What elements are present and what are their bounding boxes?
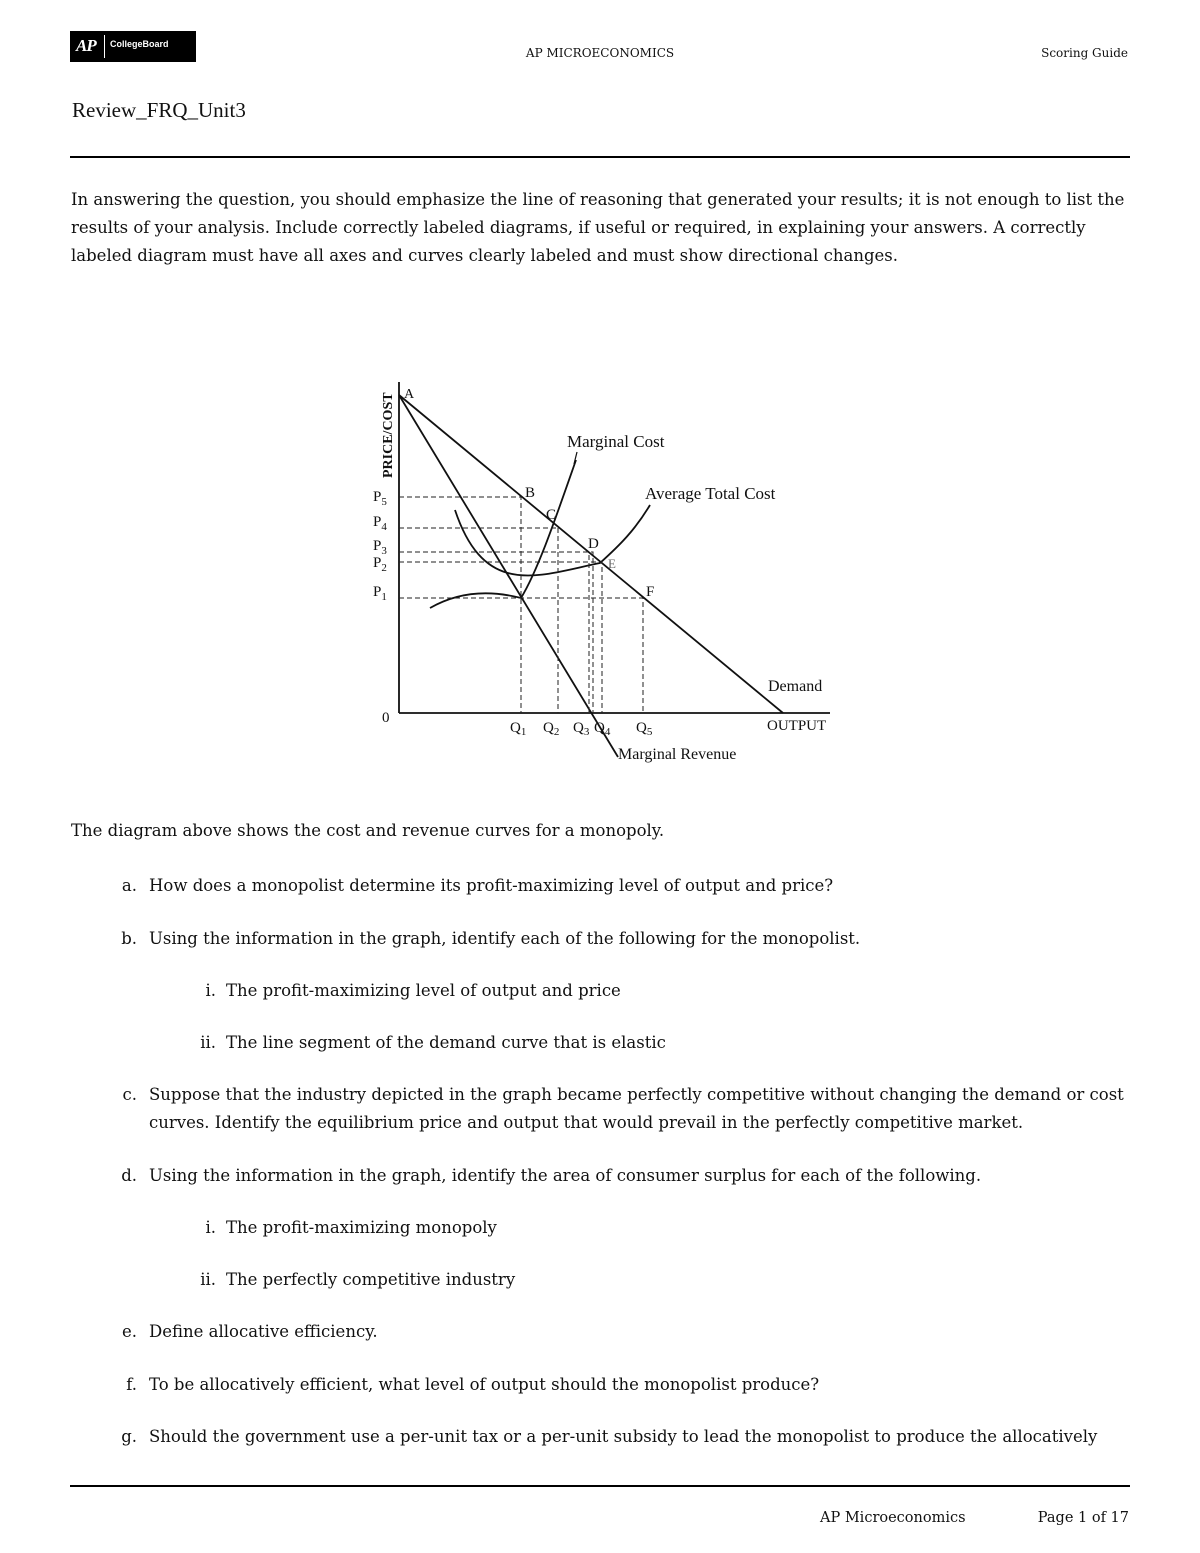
question-label: d. [121, 1166, 137, 1185]
p5-guide [399, 497, 521, 713]
question-text: How does a monopolist determine its profit-maximizing level of output and price? [149, 876, 834, 895]
point-d-label: D [588, 536, 599, 552]
y-axis-label: PRICE/COST [381, 392, 396, 478]
footer-course: AP Microeconomics [820, 1510, 966, 1526]
price-label-p2: $P_2$ [373, 555, 387, 574]
subquestion-text: The perfectly competitive industry [226, 1270, 516, 1289]
quantity-label-q5: $Q_5$ [636, 720, 653, 738]
demand-label: Demand [768, 678, 823, 695]
question-label: e. [121, 1322, 137, 1341]
question-text: Should the government use a per-unit tax or a per-unit subsidy to lead the monopolist to produce the allocatively [149, 1427, 1098, 1446]
page-title: Review_FRQ_Unit3 [72, 98, 246, 122]
x-axis-label: OUTPUT [767, 718, 827, 734]
subquestion-label: ii. [200, 1033, 216, 1052]
logo-ap-text: AP [76, 36, 96, 55]
logo-collegeboard-text: CollegeBoard [110, 39, 169, 49]
price-label-p4: $P_4$ [373, 514, 387, 533]
subquestion-text: The line segment of the demand curve that is elastic [226, 1033, 666, 1052]
subquestion-text: The profit-maximizing monopoly [226, 1218, 497, 1237]
subquestion-label: i. [205, 1218, 216, 1237]
question-text: Suppose that the industry depicted in the graph became perfectly competitive without changing the demand or cost curves. Identify the equilibrium price and output that would prevail in the perfectly competitive market. [149, 1085, 1124, 1132]
header-course-title: AP MICROECONOMICS [525, 46, 675, 60]
monopoly-diagram [370, 370, 850, 770]
subquestion-label: ii. [200, 1270, 216, 1289]
point-f-label: F [646, 584, 655, 600]
point-c-label: C [546, 507, 557, 523]
marginal-revenue-label: Marginal Revenue [618, 746, 737, 763]
average-total-cost-label: Average Total Cost [645, 484, 776, 503]
subquestion-text: The profit-maximizing level of output and price [226, 981, 621, 1000]
question-label: g. [121, 1427, 137, 1446]
point-a-label: A [404, 387, 415, 402]
subquestion-label: i. [205, 981, 216, 1000]
quantity-label-q3: $Q_3$ [573, 720, 590, 738]
question-label: c. [122, 1085, 137, 1104]
instructions-paragraph: In answering the question, you should emphasize the line of reasoning that generated your results; it is not enough to list the results of your analysis. Include correctly labeled diagrams, if useful or required, in explaining your answers. A correctly labeled diagram must have all axes and curves clearly labeled and must show directional changes. [71, 190, 1125, 265]
quantity-label-q4: $Q_4$ [594, 720, 611, 738]
question-label: b. [121, 929, 137, 948]
question-text: Define allocative efficiency. [149, 1322, 378, 1341]
figure-caption: The diagram above shows the cost and revenue curves for a monopoly. [71, 821, 665, 840]
price-label-p3: $P_3$ [373, 538, 387, 557]
point-e-label: E [608, 556, 616, 571]
point-b-label: B [525, 485, 536, 501]
question-text: To be allocatively efficient, what level of output should the monopolist produce? [149, 1375, 820, 1394]
title-rule [70, 156, 1130, 158]
footer-page-number: Page 1 of 17 [1037, 1510, 1129, 1526]
price-label-p1: $P_1$ [373, 584, 387, 603]
marginal-cost-label: Marginal Cost [567, 432, 665, 451]
question-label: f. [126, 1375, 137, 1394]
quantity-label-q2: $Q_2$ [543, 720, 560, 738]
price-label-p5: $P_5$ [373, 489, 387, 508]
quantity-label-q1: $Q_1$ [510, 720, 527, 738]
question-text: Using the information in the graph, identify each of the following for the monopolist. [149, 929, 861, 948]
header-scoring-guide: Scoring Guide [1041, 46, 1128, 60]
question-label: a. [121, 876, 137, 895]
p2-guide [399, 562, 602, 713]
p3-guide [399, 552, 593, 713]
origin-label: 0 [382, 710, 390, 726]
question-text: Using the information in the graph, identify the area of consumer surplus for each of the following. [149, 1166, 982, 1185]
footer-rule [70, 1485, 1130, 1487]
